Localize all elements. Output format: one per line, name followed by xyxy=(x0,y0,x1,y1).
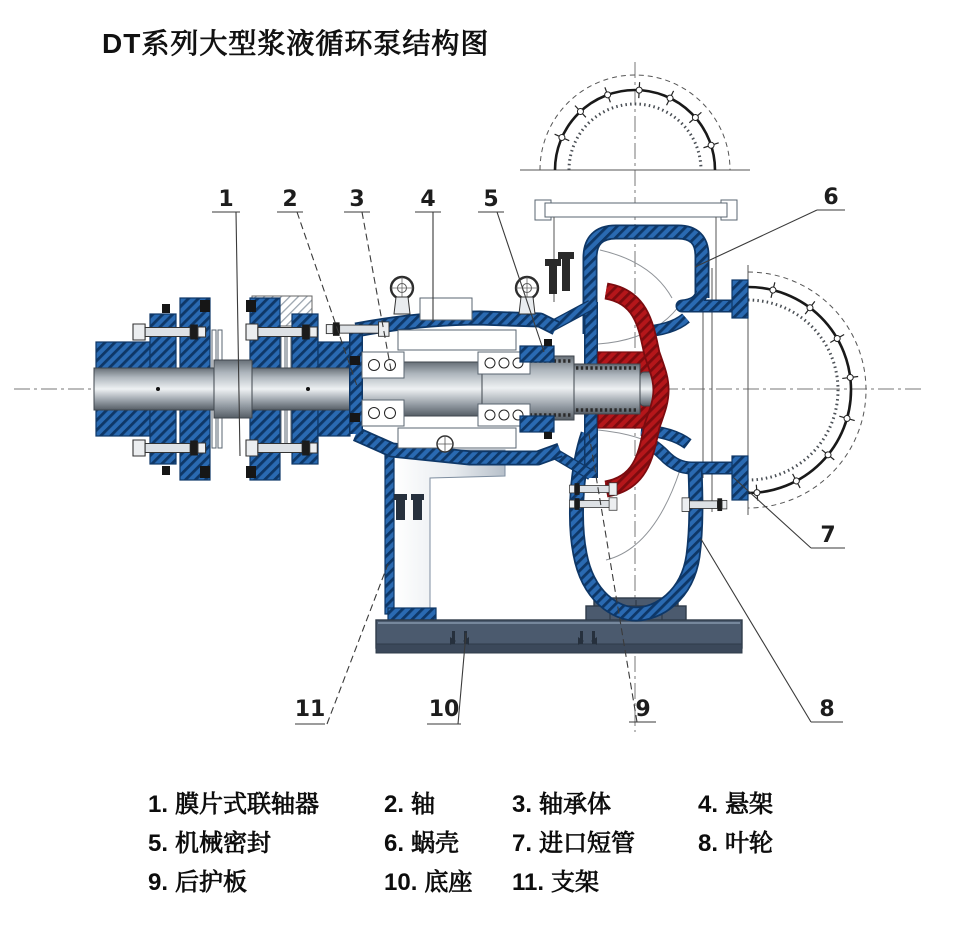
discharge-flange-plate xyxy=(545,203,727,217)
legend-item-bearing-body xyxy=(512,792,698,818)
callout-number-7: 7 xyxy=(820,523,836,548)
legend-label: 进口短管 xyxy=(539,830,636,857)
flange-bolts-top xyxy=(553,82,719,151)
page-title: DT系列大型浆液循环泵结构图 xyxy=(102,28,490,59)
gland-stud xyxy=(545,252,574,294)
legend-num: 5. xyxy=(148,830,169,857)
legend-num: 2. xyxy=(384,791,405,818)
legend-num: 1. xyxy=(148,791,169,818)
legend-num: 11. xyxy=(512,869,545,896)
legend-num: 7. xyxy=(512,830,533,857)
callout-number-8: 8 xyxy=(819,697,835,722)
legend-num: 10. xyxy=(384,869,418,896)
legend-label: 悬架 xyxy=(725,791,774,818)
callout-number-9: 9 xyxy=(635,697,651,722)
legend-num: 8. xyxy=(698,830,719,857)
legend-label: 蜗壳 xyxy=(411,830,460,857)
callout-number-3: 3 xyxy=(349,187,365,212)
legend-label: 后护板 xyxy=(175,869,248,896)
flange-bolts-right xyxy=(753,282,858,501)
legend-item-rear-guard xyxy=(148,870,384,896)
legend-label: 底座 xyxy=(424,869,473,896)
callout-number-2: 2 xyxy=(282,187,298,212)
support-bracket xyxy=(385,450,505,620)
legend-label: 轴 xyxy=(411,791,436,818)
callout-number-1: 1 xyxy=(218,187,234,212)
legend-label: 机械密封 xyxy=(175,830,272,857)
callout-number-5: 5 xyxy=(483,187,499,212)
legend-item-suspension xyxy=(698,792,868,818)
legend-item-impeller xyxy=(698,831,868,857)
lifting-eyebolt xyxy=(516,277,538,314)
callout-number-10: 10 xyxy=(428,697,460,722)
callout-leader-3 xyxy=(362,212,391,370)
legend-item-shaft xyxy=(384,792,512,818)
callout-number-6: 6 xyxy=(823,185,839,210)
legend-item-mechanical-seal xyxy=(148,831,384,857)
legend-label: 支架 xyxy=(551,869,600,896)
legend-num: 9. xyxy=(148,869,169,896)
legend-label: 膜片式联轴器 xyxy=(175,791,320,818)
lifting-eyebolt xyxy=(391,277,413,314)
oil-sight xyxy=(437,436,453,452)
legend xyxy=(148,792,868,896)
bearing-housing xyxy=(326,252,574,458)
legend-num: 4. xyxy=(698,791,719,818)
legend-num: 3. xyxy=(512,791,533,818)
callout-number-11: 11 xyxy=(294,697,326,722)
legend-item-volute xyxy=(384,831,512,857)
legend-label: 轴承体 xyxy=(539,791,612,818)
legend-item-inlet-pipe xyxy=(512,831,698,857)
legend-item-support xyxy=(512,870,698,896)
legend-item-coupling xyxy=(148,792,384,818)
base-plate xyxy=(376,598,742,653)
callout-number-4: 4 xyxy=(420,187,436,212)
legend-item-base xyxy=(384,870,512,896)
callout-leader-6 xyxy=(695,210,845,267)
legend-label: 叶轮 xyxy=(725,830,774,857)
legend-num: 6. xyxy=(384,830,405,857)
